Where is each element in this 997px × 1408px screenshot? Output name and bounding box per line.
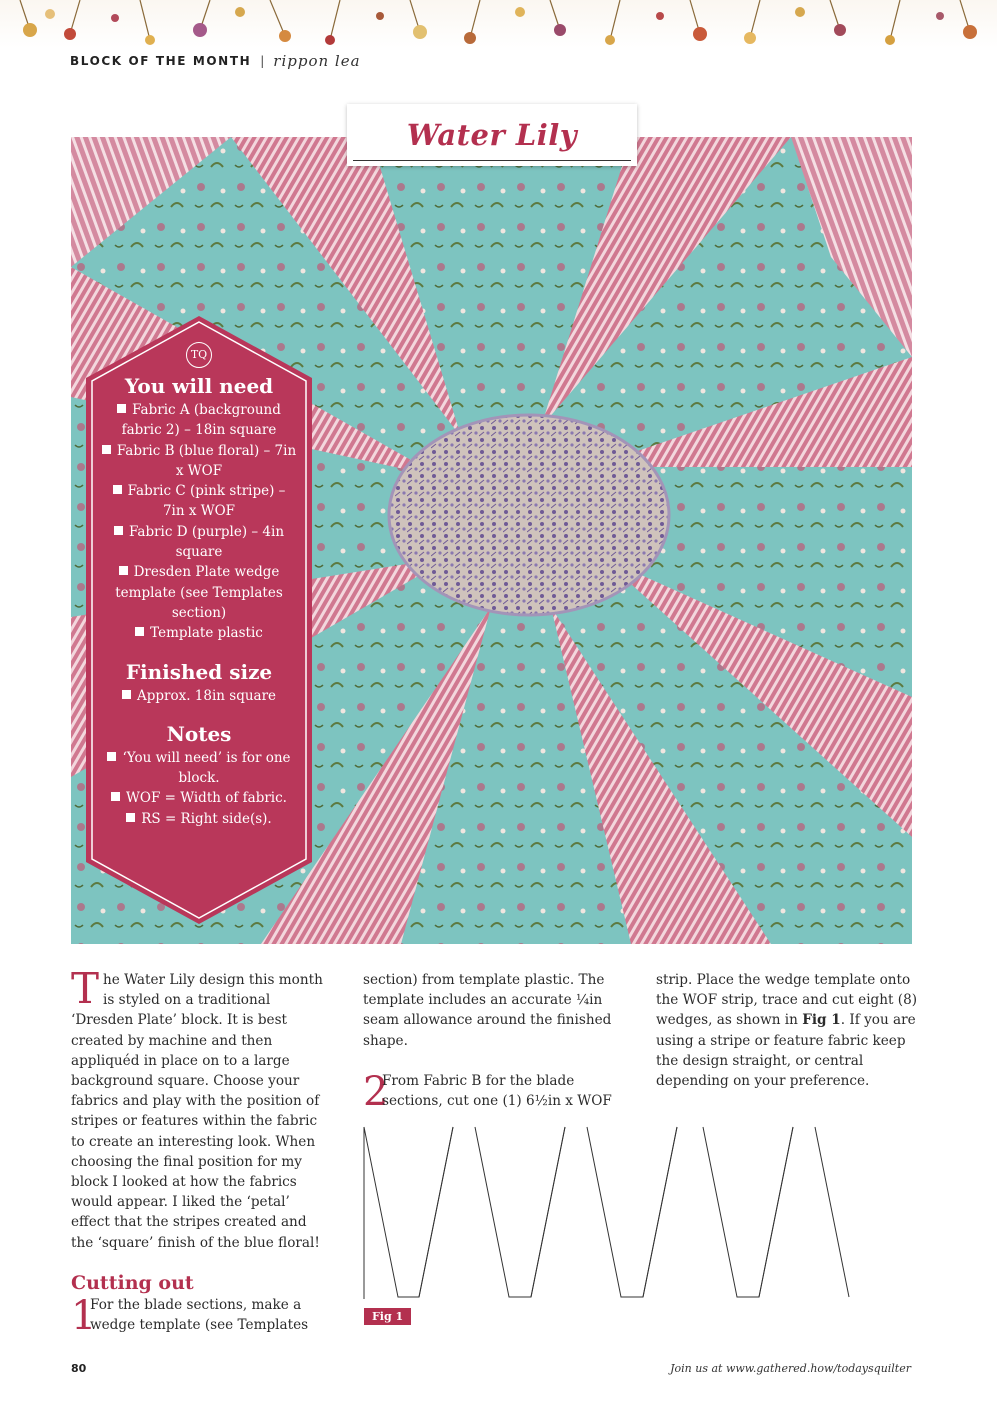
tq-logo-badge: TQ (186, 342, 212, 368)
list-item: Fabric D (purple) – 4in square (100, 522, 298, 563)
running-header (70, 50, 361, 72)
website-link[interactable]: Join us at www.gathered.how/todaysquilter (670, 1362, 911, 1375)
square-bullet-icon (126, 813, 135, 822)
square-bullet-icon (117, 404, 126, 413)
square-bullet-icon (114, 526, 123, 535)
figure-reference: Fig 1 (802, 1012, 841, 1029)
notes-list (100, 748, 298, 829)
finished-size-list (100, 686, 298, 706)
step-text: From Fabric B for the blade sections, cut one (1) 6½in x WOF (382, 1072, 612, 1110)
step-number: 1 (71, 1292, 97, 1339)
step-text: For the blade sections, make a wedge template (see Templates (90, 1296, 309, 1334)
series-name: rippon lea (273, 52, 361, 70)
square-bullet-icon (135, 627, 144, 636)
notes-heading: Notes (166, 721, 232, 746)
step-1 (71, 1292, 327, 1339)
list-item: Fabric C (pink stripe) – 7in x WOF (100, 481, 298, 522)
title-card (347, 104, 637, 166)
square-bullet-icon (107, 752, 116, 761)
list-item: Dresden Plate wedge template (see Templates section) (115, 564, 283, 621)
body-column-2 (363, 970, 625, 1115)
list-item: WOF = Width of fabric. (100, 788, 298, 808)
list-item: Approx. 18in square (100, 686, 298, 706)
square-bullet-icon (122, 690, 131, 699)
body-column-1 (71, 964, 327, 1339)
square-bullet-icon (119, 566, 128, 575)
step-number: 2 (363, 1068, 389, 1115)
cutting-out-heading: Cutting out (71, 1271, 194, 1294)
list-item: ‘You will need’ is for one block. (100, 748, 298, 789)
figure-label: Fig 1 (364, 1308, 411, 1325)
step-2 (363, 1068, 625, 1115)
finished-size-heading: Finished size (125, 659, 273, 684)
list-item: Template plastic (100, 623, 298, 643)
step-2-continued: strip. Place the wedge template onto the WOF strip, trace and cut eight (8) wedges, as shown in Fig 1. If you are using a stripe or feature fabric keep the design straight, or central depending on your preference. (656, 972, 918, 1090)
square-bullet-icon (102, 445, 111, 454)
requirements-panel (86, 316, 312, 924)
dried-flower-border (0, 0, 997, 48)
list-item: RS = Right side(s). (100, 809, 298, 829)
intro-paragraph: The Water Lily design this month is styled on a traditional ‘Dresden Plate’ block. It is best created by machine and then appliquéd in place on to a large background square. Choose your fabrics and play with the position of stripes or features within the fabric to create an interesting look. When choosing the final position for my block I looked at how the fabrics would appear. I liked the ‘petal’ effect that the stripes created and the ‘square’ finish of the blue floral! (71, 964, 323, 1251)
section-name: BLOCK OF THE MONTH (70, 54, 252, 68)
fig-1-wedge-diagram (363, 1125, 863, 1301)
page-title: Water Lily (406, 118, 578, 152)
list-item: Fabric B (blue floral) – 7in x WOF (100, 441, 298, 482)
you-will-need-heading: You will need (124, 374, 274, 398)
body-column-3 (656, 970, 918, 1091)
list-item: Fabric A (background fabric 2) – 18in square (100, 400, 298, 441)
square-bullet-icon (113, 485, 122, 494)
you-will-need-list (100, 400, 298, 644)
page-number: 80 (71, 1362, 87, 1375)
step-1-continued: section) from template plastic. The template includes an accurate ¼in seam allowance around the finished shape. (363, 972, 612, 1049)
header-separator: | (260, 54, 265, 68)
drop-cap: T (71, 964, 100, 1013)
square-bullet-icon (111, 792, 120, 801)
